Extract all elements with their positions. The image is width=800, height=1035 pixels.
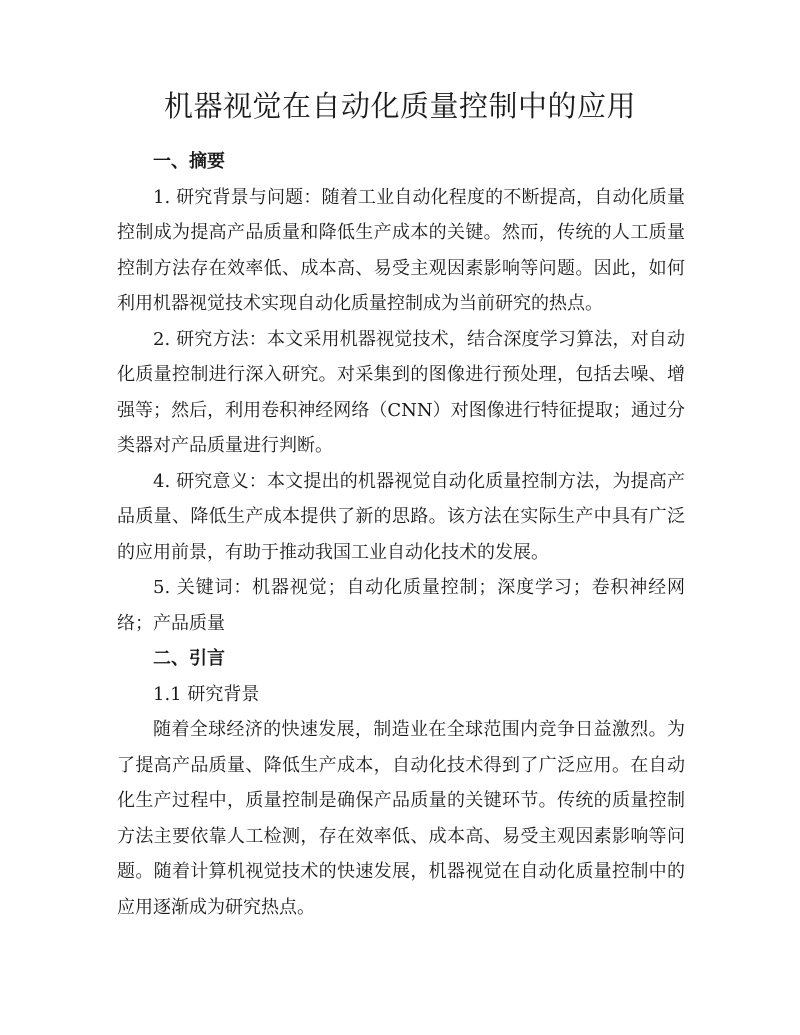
- document-body: [117, 144, 685, 925]
- subsection-heading-background: 1.1 研究背景: [153, 683, 260, 705]
- document-title: 机器视觉在自动化质量控制中的应用: [163, 89, 636, 123]
- abstract-paragraph-significance: 4. 研究意义：本文提出的机器视觉自动化质量控制方法，为提高产品质量、降低生产成本提供了新的思路。该方法在实际生产中具有广泛的应用前景，有助于推动我国工业自动化技术的发展。: [117, 470, 685, 563]
- abstract-paragraph-keywords: 5. 关键词：机器视觉；自动化质量控制；深度学习；卷积神经网络；产品质量: [117, 577, 685, 634]
- introduction-paragraph: 随着全球经济的快速发展，制造业在全球范围内竞争日益激烈。为了提高产品质量、降低生产成本，自动化技术得到了广泛应用。在自动化生产过程中，质量控制是确保产品质量的关键环节。传统的质量控制方法主要依靠人工检测，存在效率低、成本高、易受主观因素影响等问题。随着计算机视觉技术的快速发展，机器视觉在自动化质量控制中的应用逐渐成为研究热点。: [117, 719, 685, 918]
- section-heading-abstract: 一、摘要: [153, 151, 225, 172]
- abstract-paragraph-method: 2. 研究方法：本文采用机器视觉技术，结合深度学习算法，对自动化质量控制进行深入研究。对采集到的图像进行预处理，包括去噪、增强等；然后，利用卷积神经网络（CNN）对图像进行特征提取；通过分类器对产品质量进行判断。: [117, 328, 685, 456]
- abstract-paragraph-background: 1. 研究背景与问题：随着工业自动化程度的不断提高，自动化质量控制成为提高产品质量和降低生产成本的关键。然而，传统的人工质量控制方法存在效率低、成本高、易受主观因素影响等问题。因此，如何利用机器视觉技术实现自动化质量控制成为当前研究的热点。: [117, 186, 685, 314]
- section-heading-introduction: 二、引言: [153, 648, 225, 669]
